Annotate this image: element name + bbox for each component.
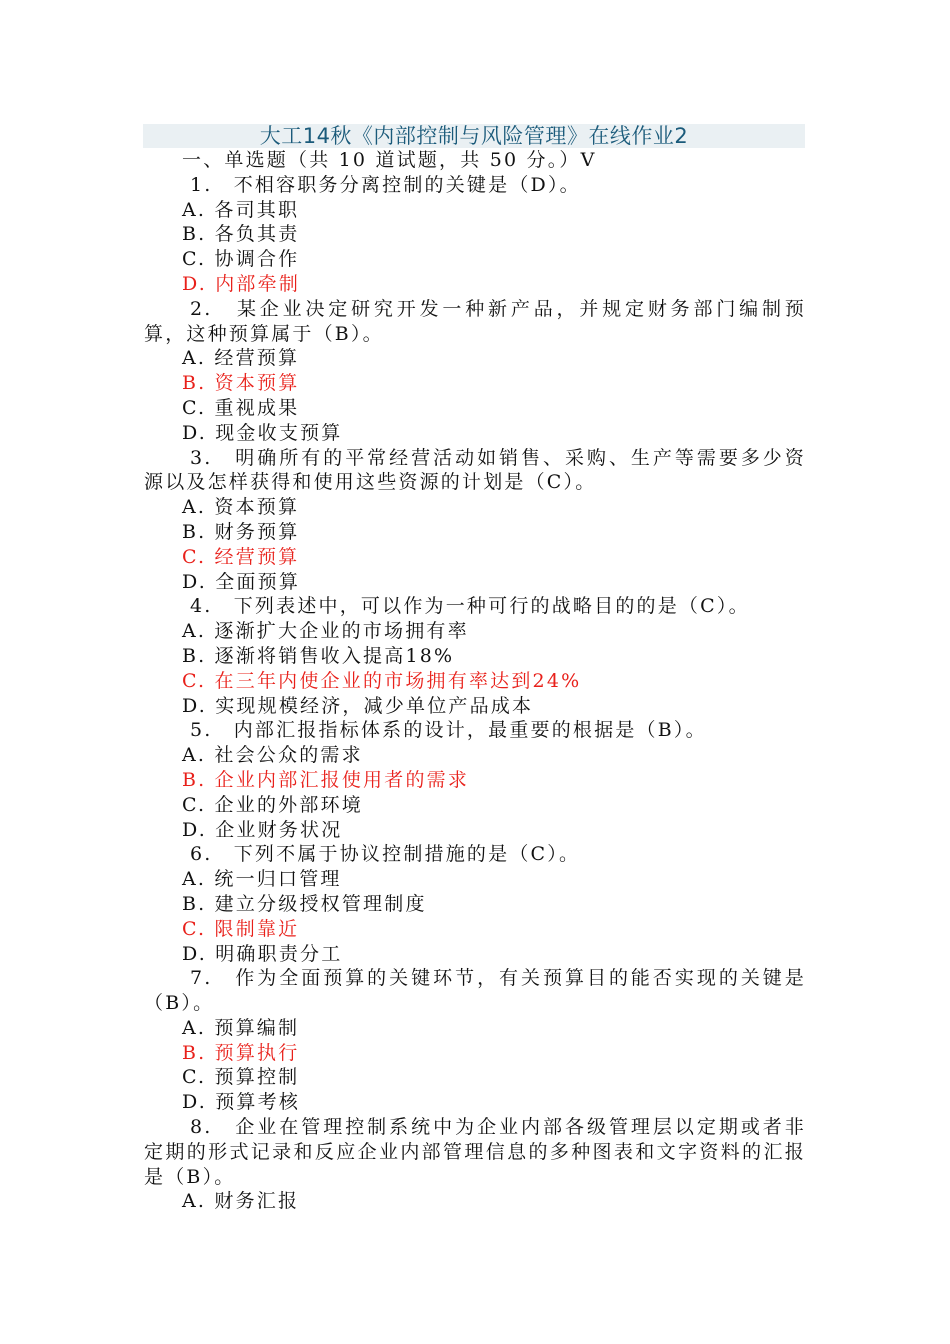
answer-option: D. 预算考核	[182, 1091, 301, 1114]
question-block	[144, 594, 806, 718]
question-stem: 3. 明确所有的平常经营活动如销售、采购、生产等需要多少资源以及怎样获得和使用这些资源的计划是（C）。	[144, 446, 806, 494]
answer-option: C. 重视成果	[182, 396, 300, 419]
question-stem: 6. 下列不属于协议控制措施的是（C）。	[190, 843, 581, 866]
question-list	[144, 173, 806, 1214]
question-block	[144, 297, 806, 446]
answer-option: D. 企业财务状况	[182, 818, 343, 841]
question-block	[144, 718, 806, 842]
question-block	[144, 173, 806, 297]
question-stem: 2. 某企业决定研究开发一种新产品，并规定财务部门编制预算，这种预算属于（B）。	[144, 297, 806, 345]
answer-option: D. 明确职责分工	[182, 942, 343, 965]
answer-option: B. 各负其责	[182, 223, 300, 246]
correct-option: C. 限制靠近	[182, 917, 300, 940]
answer-option: B. 逐渐将销售收入提高18%	[182, 644, 455, 667]
answer-option: D. 现金收支预算	[182, 421, 343, 444]
question-stem: 1. 不相容职务分离控制的关键是（D）。	[190, 173, 581, 196]
correct-option: B. 企业内部汇报使用者的需求	[182, 768, 470, 791]
answer-option: A. 统一归口管理	[182, 868, 342, 891]
answer-option: A. 社会公众的需求	[182, 744, 363, 767]
answer-option: C. 预算控制	[182, 1066, 300, 1089]
question-stem: 4. 下列表述中，可以作为一种可行的战略目的的是（C）。	[190, 595, 750, 618]
answer-option: A. 经营预算	[182, 347, 300, 370]
correct-option: C. 经营预算	[182, 545, 300, 568]
answer-option: C. 企业的外部环境	[182, 793, 363, 816]
correct-option: B. 预算执行	[182, 1041, 300, 1064]
question-block	[144, 1115, 806, 1214]
answer-option: D. 全面预算	[182, 570, 301, 593]
question-block	[144, 966, 806, 1115]
answer-option: C. 协调合作	[182, 248, 300, 271]
question-stem: 7. 作为全面预算的关键环节，有关预算目的能否实现的关键是（B）。	[144, 967, 806, 1015]
question-stem: 5. 内部汇报指标体系的设计，最重要的根据是（B）。	[190, 719, 707, 742]
answer-option: B. 财务预算	[182, 520, 300, 543]
answer-option: A. 各司其职	[182, 198, 300, 221]
answer-option: A. 预算编制	[182, 1016, 300, 1039]
correct-option: B. 资本预算	[182, 372, 300, 395]
question-block	[144, 842, 806, 966]
answer-option: A. 资本预算	[182, 496, 300, 519]
correct-option: D. 内部牵制	[182, 272, 301, 295]
exam-content	[144, 148, 806, 1214]
answer-option: A. 财务汇报	[182, 1190, 300, 1213]
section-heading: 一、单选题（共 10 道试题，共 50 分。）V	[182, 149, 597, 171]
question-stem: 8. 企业在管理控制系统中为企业内部各级管理层以定期或者非定期的形式记录和反应企业内部管理信息的多种图表和文字资料的汇报是（B）。	[144, 1116, 806, 1188]
question-block	[144, 446, 806, 595]
answer-option: B. 建立分级授权管理制度	[182, 892, 427, 915]
page-title: 大工14秋《内部控制与风险管理》在线作业2	[259, 124, 689, 148]
correct-option: C. 在三年内使企业的市场拥有率达到24%	[182, 669, 582, 692]
answer-option: D. 实现规模经济，减少单位产品成本	[182, 694, 534, 717]
answer-option: A. 逐渐扩大企业的市场拥有率	[182, 620, 469, 643]
